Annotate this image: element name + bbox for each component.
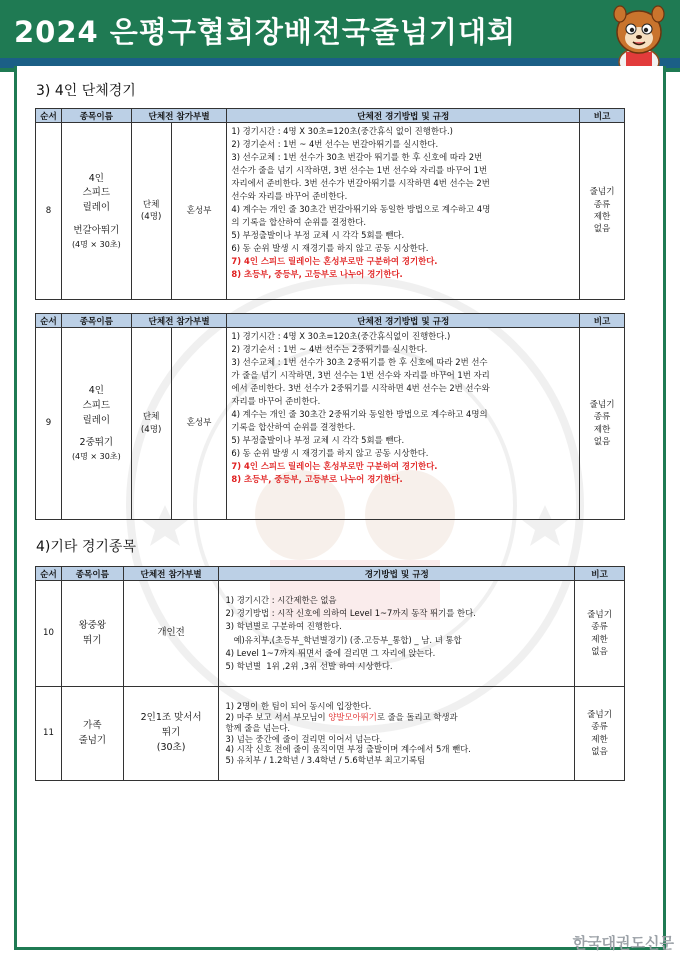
rule-line: 6) 동 순위 발생 시 재경기를 하지 않고 공동 시상한다. xyxy=(231,243,429,254)
table-header-row xyxy=(36,567,625,581)
rule-line: 5) 부정출발이나 부정 교체 시 각각 5회를 뺀다. xyxy=(231,230,405,241)
rule-line: 5) 부정출발이나 부정 교체 시 각각 5회를 뺀다. xyxy=(231,435,405,446)
event-type-line: 단체 xyxy=(142,199,160,210)
header-note: 비고 xyxy=(580,109,625,123)
row-number: 10 xyxy=(36,581,62,687)
event-type xyxy=(131,328,171,520)
rule-line: 의 기록을 합산하여 순위를 결정한다. xyxy=(231,217,367,228)
note-line: 줄넘기 xyxy=(587,709,612,720)
header-division: 단체전 참가부별 xyxy=(131,314,227,328)
event-name-line: 줄넘기 xyxy=(78,734,107,746)
rule-line: 6) 동 순위 발생 시 재경기를 하지 않고 공동 시상한다. xyxy=(231,448,429,459)
event-name-line: 릴레이 xyxy=(82,414,111,426)
note-line: 제한 xyxy=(591,634,608,645)
row-number: 11 xyxy=(36,687,62,781)
rule-text-highlight: 양발모아뛰기 xyxy=(328,711,377,722)
event-rules xyxy=(227,328,580,520)
event-note xyxy=(575,687,625,781)
header-name: 종목이름 xyxy=(61,109,131,123)
note-line: 줄넘기 xyxy=(589,187,615,198)
note-line: 종류 xyxy=(593,199,611,210)
event-rules xyxy=(219,581,575,687)
rule-line xyxy=(225,712,570,723)
header-rules: 경기방법 및 규정 xyxy=(219,567,575,581)
team-event-table-2 xyxy=(35,313,625,520)
event-division: 혼성부 xyxy=(171,123,227,300)
header-no: 순서 xyxy=(36,567,62,581)
rule-text: 2) 마주 보고 서서 부모님이 xyxy=(225,711,329,722)
note-line: 제한 xyxy=(593,212,611,222)
rule-line: 4) 계수는 개인 줄 30초간 2중뛰기와 동일한 방법으로 계수하고 4명의 xyxy=(231,409,488,420)
event-type-line: 단체 xyxy=(142,412,160,423)
event-detail: (4명 × 30초) xyxy=(71,452,121,462)
rule-line: 2) 경기방법 : 시작 신호에 의하여 Level 1~7까지 동작 뛰기를 한다. xyxy=(225,608,476,619)
event-name-line: 스피드 xyxy=(82,399,111,411)
note-line: 없음 xyxy=(591,646,608,657)
note-line: 종류 xyxy=(591,622,608,633)
row-number: 9 xyxy=(36,328,62,520)
event-rules xyxy=(219,687,575,781)
rule-line: 자리에서 준비한다. 3번 선수가 번갈아뛰기를 시작하면 4번 선수는 2번 xyxy=(231,178,490,189)
rule-line: 3) 학년별로 구분하여 진행한다. xyxy=(225,621,342,632)
event-name xyxy=(61,687,123,781)
event-note xyxy=(580,328,625,520)
rule-line: 기록을 합산하여 순위를 결정한다. xyxy=(231,422,356,433)
header-name: 종목이름 xyxy=(61,567,123,581)
event-type-line: (30초) xyxy=(156,741,186,753)
mascot-icon xyxy=(606,2,672,76)
header-note: 비고 xyxy=(580,314,625,328)
event-type xyxy=(123,687,219,781)
note-line: 줄넘기 xyxy=(587,609,612,620)
rule-line: 1) 경기시간 : 4명 X 30초=120초(중간휴식없이 진행한다.) xyxy=(231,331,451,341)
other-event-table xyxy=(35,566,625,781)
note-line: 없음 xyxy=(593,224,611,235)
note-line: 없음 xyxy=(591,746,608,757)
event-detail: (4명 × 30초) xyxy=(71,239,121,249)
rule-line-highlight: 8) 초등부, 중등부, 고등부로 나누어 경기한다. xyxy=(231,474,403,485)
event-note xyxy=(575,581,625,687)
rule-line: 선수가 줄을 넘기 시작하면, 3번 선수는 1번 선수와 자리를 바꾸어 1번 xyxy=(231,165,488,176)
row-number: 8 xyxy=(36,123,62,300)
event-type-line: (4명) xyxy=(140,212,162,222)
team-event-table xyxy=(35,108,625,300)
rule-line-highlight: 7) 4인 스피드 릴레이는 혼성부로만 구분하여 경기한다. xyxy=(231,461,438,472)
event-name xyxy=(61,123,131,300)
header-note: 비고 xyxy=(575,567,625,581)
header-rules: 단체전 경기방법 및 규정 xyxy=(227,109,580,123)
note-line: 없음 xyxy=(593,436,611,447)
table-row xyxy=(36,687,625,781)
event-rules xyxy=(227,123,580,300)
rule-line: 3) 넘는 중간에 줄이 걸리면 이어서 넘는다. xyxy=(225,733,383,744)
table-header-row xyxy=(36,314,625,328)
rule-line: 5) 유치부 / 1.2학년 / 3.4학년 / 5.6학년부 최고기록팀 xyxy=(225,755,426,766)
event-name-line: 릴레이 xyxy=(82,202,111,214)
event-type-line: 뛰기 xyxy=(161,727,181,739)
event-note xyxy=(580,123,625,300)
table-row xyxy=(36,328,625,520)
note-line: 줄넘기 xyxy=(589,399,615,410)
rule-line: 4) 시작 신호 전에 줄이 움직이면 부정 출발이며 계수에서 5개 뺀다. xyxy=(225,744,471,755)
header-division: 단체전 참가부별 xyxy=(131,109,227,123)
note-line: 제한 xyxy=(593,424,611,435)
event-name-line: 왕중왕 xyxy=(78,619,107,631)
rule-line: 에서 준비한다. 3번 선수가 2중뛰기를 시작하면 4번 선수는 2번 선수와 xyxy=(231,383,490,394)
header-name: 종목이름 xyxy=(61,314,131,328)
rule-line: 4) 계수는 개인 줄 30초간 번갈아뛰기와 동일한 방법으로 계수하고 4명 xyxy=(231,204,491,215)
event-subtitle: 2중뛰기 xyxy=(79,437,114,449)
section-title-other: 4)기타 경기종목 xyxy=(36,539,136,555)
header-banner xyxy=(0,0,680,72)
rule-line: 3) 선수교체 : 1번 선수가 30초 2중뛰기를 한 후 신호에 따라 2번 선수 xyxy=(231,357,488,368)
rule-line: 3) 선수교체 : 1번 선수가 30초 번갈아 뛰기를 한 후 신호에 따라 2번 xyxy=(231,152,483,163)
header-no: 순서 xyxy=(36,314,62,328)
event-name-line: 뛰기 xyxy=(83,634,102,646)
table-header-row xyxy=(36,109,625,123)
rule-line: 자리를 바꾸어 준비한다. xyxy=(231,396,321,407)
event-name xyxy=(61,581,123,687)
rule-text: 로 줄을 돌리고 학생과 xyxy=(376,711,458,722)
rule-line: 예)유치부,(초등부_학년별경기) (중.고등부_통합) _ 남. 녀 통합 xyxy=(225,634,462,645)
header-no: 순서 xyxy=(36,109,62,123)
event-division: 혼성부 xyxy=(171,328,227,520)
event-name-line: 4인 xyxy=(88,385,104,397)
note-line: 제한 xyxy=(591,734,608,745)
event-type-line: 2인1조 맞서서 xyxy=(140,712,202,724)
event-name-line: 스피드 xyxy=(82,187,111,199)
event-name-line: 4인 xyxy=(88,172,104,184)
section-title-team: 3) 4인 단체경기 xyxy=(36,83,136,99)
rule-line: 1) 2명이 한 팀이 되어 동시에 입장한다. xyxy=(225,700,372,711)
rule-line: 4) Level 1~7까지 뛰면서 줄에 걸리면 그 자리에 앉는다. xyxy=(225,647,436,658)
rule-line-highlight: 8) 초등부, 중등부, 고등부로 나누어 경기한다. xyxy=(231,269,403,280)
rule-line-highlight: 7) 4인 스피드 릴레이는 혼성부로만 구분하여 경기한다. xyxy=(231,256,438,267)
event-type-line: (4명) xyxy=(140,424,162,435)
newspaper-logo: 한국대권도신문 xyxy=(572,934,674,952)
rule-line: 5) 학년별 1위 ,2위 ,3위 선발 하여 시상한다. xyxy=(225,660,393,671)
rule-line: 가 줄을 넘기 시작하면, 3번 선수는 1번 선수와 자리를 바꾸어 1번 자리 xyxy=(231,370,490,381)
rule-line: 선수와 자리를 바꾸어 준비한다. xyxy=(231,191,348,202)
event-type: 개인전 xyxy=(123,581,219,687)
event-name xyxy=(61,328,131,520)
page-title: 2024 은평구협회장배전국줄넘기대회 xyxy=(14,15,517,49)
note-line: 종류 xyxy=(591,722,608,733)
event-name-line: 가족 xyxy=(83,719,102,731)
event-type xyxy=(131,123,171,300)
note-line: 종류 xyxy=(593,412,611,423)
rule-line: 1) 경기시간 : 시간제한은 없음 xyxy=(225,595,337,606)
rule-line: 1) 경기시간 : 4명 X 30초=120초(중간휴식 없이 진행한다.) xyxy=(231,126,453,136)
header-division: 단체전 참가부별 xyxy=(123,567,219,581)
table-row xyxy=(36,581,625,687)
rule-line: 2) 경기순서 : 1번 ~ 4번 선수는 번갈아뛰기를 실시한다. xyxy=(231,139,439,150)
header-rules: 단체전 경기방법 및 규정 xyxy=(227,314,580,328)
rule-line: 2) 경기순서 : 1번 ~ 4번 선수는 2중뛰기를 실시한다. xyxy=(231,344,428,355)
rule-line: 함께 줄을 넘는다. xyxy=(225,722,291,733)
event-subtitle: 번갈아뛰기 xyxy=(73,224,120,236)
table-row xyxy=(36,123,625,300)
